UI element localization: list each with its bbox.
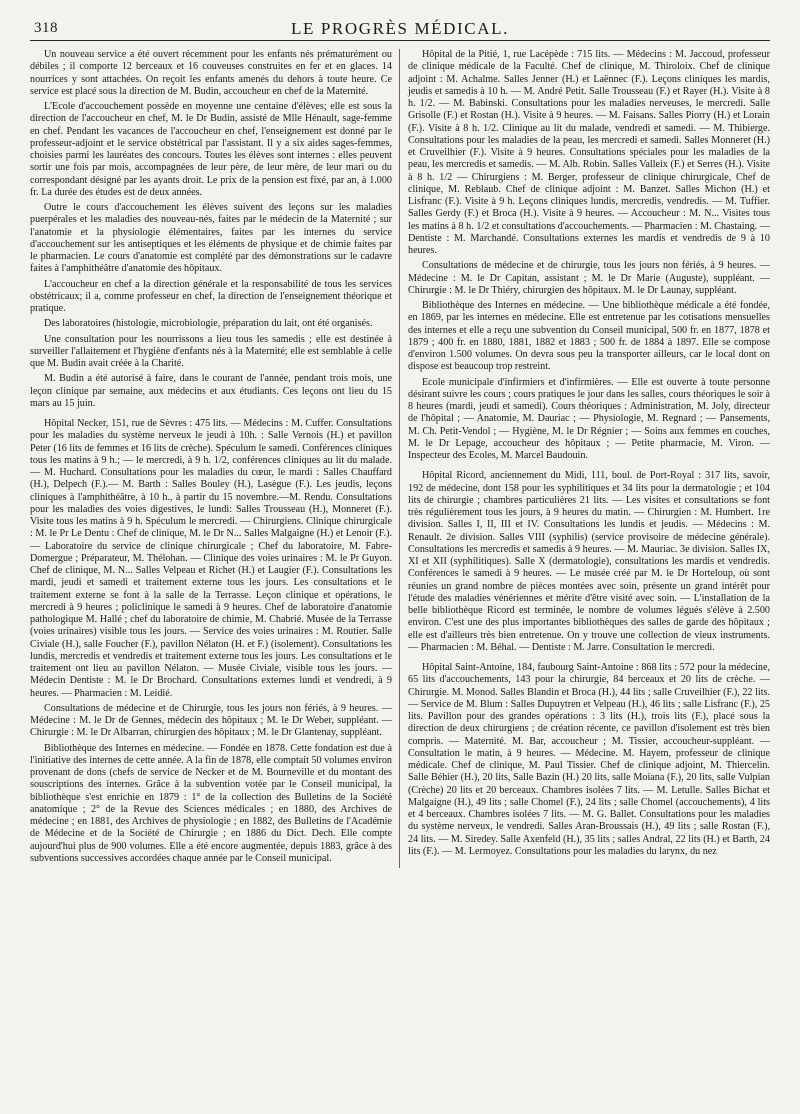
page-header xyxy=(30,18,770,41)
journal-title: LE PROGRÈS MÉDICAL. xyxy=(291,19,509,38)
paragraph-hopital-necker: Hôpital Necker, 151, rue de Sèvres : 475 lits. — Médecins : M. Cuffer. Consultations pour les maladies du système nerveux le jeudi à 10h. : Salle Vernois (H.) et pavillon Peter (16 lits de femmes et 16 lits de crèche). Spéculum le samedi. Conférences cliniques tous les matins à 9 h.; — le mercredi, à 9 h. 1/2, conférences cliniques au lit du malade. — M. Huchard. Consultations pour les maladies du cœur, le mardi : Salles Chauffard (H.), Delpech (F.).— M. Barth : Salles Bouley (H.), Lasègue (F.). Les jeudis, leçons cliniques à l'amphithéâtre, à 10 h., à partir du 15 novembre.—M. Rendu. Consultations pour les maladies des voies digestives, le lundi: Salles Trousseau (H.), Monneret (F.). Visite tous les matins à 9 h. Spéculum le mercredi. — Chirurgiens. Clinique chirurgicale : M. le Pr Le Dentu : Chef de clinique, M. le Dr N... Salles Malgaigne (H.) et Lenoir (F.). — Laboratoire du service de clinique chirurgicale ; Chef du laboratoire, M. Fabre-Domergue ; Préparateur, M. Thélohan. — Clinique des voies urinaires : M. le Pr Guyon. Chef de clinique, M. N... Salles Velpeau et Richet (H.) et Laugier (F.). Consultations les mardi, jeudi et samedi et traitement externe tous les jours. Les consultations et le traitement externe se font à la salle de la Terrasse. Leçon clinique et opérations, le mercredi à 9 heures ; policlinique le samedi à 9 heures. Chef de laboratoire d'anatomie pathologique M. Hallé ; chef du laboratoire de chimie, M. Chabrié. Musée de la Terrasse (voies urinaires) visible tous les jours. — Service des voies urinaires : M. Routier. Salle Civiale (H.), salle Foucher (F.), pavillon Nélaton (H. et F.) (isolement). Consultations les lundis, mercredis et vendredis et traitement externe tous les jours. Les consultations et le traitement ont lieu au pavillon Nélaton. — Musée Civiale, visible tous les jours. — Médecin Dentiste : M. le Dr Brochard. Consultations externes lundi et vendredi, à 9 heures. — Pharmacien : M. Leidié. xyxy=(30,418,392,699)
paragraph-necker-consultations: Consultations de médecine et de Chirurgie, tous les jours non fériés, à 9 heures. — Médecine : M. le Dr de Gennes, médecin des hôpitaux ; M. le Dr Weber, suppléant. — Chirurgie : M. le Dr Albarran, chirurgien des hôpitaux ; M. le Dr Glantenay, suppléant. xyxy=(30,702,392,739)
paragraph-clinical-lessons: M. Budin a été autorisé à faire, dans le courant de l'année, pendant trois mois, une leçon clinique par semaine, aux médecins et aux étudiants. Ces leçons ont lieu du 15 mars au 15 juin. xyxy=(30,373,392,409)
paragraph-hopital-pitie: Hôpital de la Pitié, 1, rue Lacépède : 715 lits. — Médecins : M. Jaccoud, professeur de clinique médicale de la Faculté. Chef de clinique, M. Thiroloix. Chef de clinique adjoint : M. Achalme. Salles Jenner (H.) et Laënnec (F.). Leçons cliniques les mardis, jeudis et samedis à 10 h. — M. André Petit. Salle Trousseau (F.) et Rayer (H.). Visite à 8 h. 1/2. — M. Babinski. Consultations pour les maladies nerveuses, le mercredi. Salle Grisolle (F.) et Rostan (H.). Visite à 9 heures. — M. Faisans. Salles Piorry (H.) et Lorain (F.). Visite à 8 h. 1/2. Clinique au lit du malade, vendredi et samedi. — M. Thibierge. Consultations pour les maladies de la peau, les mercredi et samedi. Salles Monneret (H.) et Cruveilhier (F.). Visite à 9 heures. Consultations spéciales pour les maladies de la peau, les mercredis et samedis. — M. Alb. Robin. Salles Valleix (F.) et Serres (H.). Visite à 8 h. 1/2 — Chirurgiens : M. Berger, professeur de clinique chirurgicale, Chef de clinique, M. Reblaub. Chef de clinique adjoint : M. Banzet. Salles Michon (H.) et Lisfranc (F.). Visite à 9 h. Leçons cliniques lundis, mercredis, vendredis. — M. Tuffier. Salles Gerdy (F.) et Broca (H.). Visite à 9 heures. — Accoucheur : M. N... Visites tous les matins à 8 h. 1/2 et consultations d'accouchements. — Pharmacien : M. Chastaing. — Dentiste : M. Marchandé. Consultations externes les mardis et vendredis de 9 à 10 heures. xyxy=(408,49,770,256)
paragraph-hopital-ricord: Hôpital Ricord, anciennement du Midi, 111, boul. de Port-Royal : 317 lits, savoir, 192 de médecine, dont 158 pour les syphilitiques et 34 lits pour la dermatologie ; et 104 lits de chirurgie ; chambres particulières 21 lits. — Les visites et consultations se font très régulièrement tous les jours, à 9 heures du matin. — Chirurgien : M. Humbert. 1re division. Salles I, II, III et IV. Consultations les lundis et jeudis. — Médecins : M. Renault. 2e division. Salles VIII (syphilis) (service provisoire de médecine générale). Consultations les mercredis et samedis à 9 heures. — M. Mauriac. 3e division. Salles IX, XI et XII (syphilitiques). Salle X (dermatologie), consultations les mardis et vendredis. Conférences le samedi à 9 heures. — Le musée créé par M. le Dr Horteloup, où sont réunies un grand nombre de pièces montées avec soin, présente un grand intérêt pour l'étude des maladies vénériennes et mérite d'être visité avec soin. — L'installation de la belle bibliothèque Ricord est terminée, le nombre de volumes légués s'élève à 2.500 environ. C'est une des plus importantes bibliothèques des salles de garde des hôpitaux ; elle est d'ailleurs très bien entretenue. On y trouve une collection de vieux instruments. — Pharmacien : M. Béhal. — Dentiste : M. Jarre. Consultation le mercredi. xyxy=(408,470,770,653)
paragraph-infant-consultation: Une consultation pour les nourrissons a lieu tous les samedis ; elle est destinée à surveiller l'allaitement et l'hygiène d'enfants nés à la Maternité; elle est semblable à celle que M. Budin avait créée à la Charité. xyxy=(30,333,392,369)
paragraph-pitie-library: Bibliothèque des Internes en médecine. — Une bibliothèque médicale a été fondée, en 1869, par les internes en médecine. Elle est entretenue par les cotisations mensuelles des internes et elle a reçu une subvention du Conseil municipal, 500 fr. en 1877, 1878 et 1879 ; 400 fr. en 1880, 1881, 1882 et 1883 ; 500 fr. de 1884 à 1897. Elle se compose d'environ 1.500 volumes. On devra sous peu la transporter ailleurs, car le local dont on dispose est beaucoup trop restreint. xyxy=(408,300,770,373)
paragraph-laboratories: Des laboratoires (histologie, microbiologie, préparation du lait, ont été organisés. xyxy=(44,318,373,330)
left-column xyxy=(30,49,392,868)
paragraph-direction: L'accoucheur en chef a la direction générale et la responsabilité de tous les services obstétricaux; il a, comme professeur en chef, la direction de l'enseignement théorique et pratique. xyxy=(30,278,392,314)
page-number: 318 xyxy=(34,20,58,36)
paragraph-midwifery-school: L'Ecole d'accouchement possède en moyenne une centaine d'élèves; elle est sous la direction de l'accoucheur en chef, M. le Dr Budin, assisté de Mlle Hénault, sage-femme en chef. Pendant les vacances de l'accoucheur en chef, l'enseignement est donné par le professeur-adjoint et le service obstétrical par l'assistant. Il y a six aides sages-femmes, choisies parmi les lauréates des concours. Toutes les élèves sont internes : elles peuvent sortir une fois par mois, accompagnées de leur père, de leur mère, de leur mari ou du correspondant désigné par les ayants droit. Le prix de la pension est fixé, par an, à 1.000 fr. La durée des études est de deux années. xyxy=(30,101,392,198)
column-divider xyxy=(399,49,400,868)
paragraph-nursing-school: Ecole municipale d'infirmiers et d'infirmières. — Elle est ouverte à toute personne désirant suivre les cours ; cours pratiques le jour dans les salles, cours théoriques le soir à 8 heures (mardi, jeudi et samedi). Cours théoriques : Administration, M. Joly, directeur de l'hôpital ; — Anatomie, M. Dauriac ; — Physiologie, M. Regnard ; — Pansements, M. Ch. Petit-Vendol ; — Hygiène, M. le Dr Régnier ; — Soins aux femmes en couches, M. le Dr Lepage, accoucheur des hôpitaux ; — Petite pharmacie, M. Viron. — Inspecteur des Ecoles, M. Marcel Baudouin. xyxy=(408,376,770,461)
paragraph-premature-infants-service: Un nouveau service a été ouvert récemment pour les enfants nés prématurément ou débiles ; il comporte 12 berceaux et 16 couveuses construites en fer et en glaces. 14 nourrices y sont attachées. On reçoit les enfants amenés du dehors à toute heure. Ce service est placé sous la direction de M. Budin, accoucheur en chef de la Maternité. xyxy=(30,49,392,97)
paragraph-courses: Outre le cours d'accouchement les élèves suivent des leçons sur les maladies puerpérales et les maladies des nouveau-nés, faites par le médecin de la Maternité ; sur l'anatomie et la physiologie élémentaires, faites par les internes du service d'accouchement sur les antiseptiques et les éléments de physique et de chimie faites par le pharmacien. Le cours d'anatomie est complété par des démonstrations sur le cadavre faites à l'amphithéâtre d'anatomie des hôpitaux. xyxy=(30,202,392,275)
paragraph-necker-library: Bibliothèque des Internes en médecine. — Fondée en 1878. Cette fondation est due à l'initiative des internes de cette année. A la fin de 1878, elle comptait 50 volumes environ provenant de dons (chefs de service de Necker et de M. Bourneville et du montant des souscriptions des internes. Grâce à la subvention votée par le Conseil municipal, la bibliothèque s'est enrichie en 1879 : 1° de la collection des Bulletins de la Société anatomique ; 2° de la Revue des Sciences médicales ; en 1880, des Archives de médecine ; en 1881, des Archives de physiologie ; en 1882, des Bulletins de l'Académie de Médecine et de la Société de Chirurgie ; en 1886 du Dict. Dech. Elle compte aujourd'hui plus de 900 volumes. Elle a été encore augmentée, depuis 1883, grâce à des subventions successives accordées chaque année par le Conseil municipal. xyxy=(30,742,392,864)
paragraph-hopital-saint-antoine: Hôpital Saint-Antoine, 184, faubourg Saint-Antoine : 868 lits : 572 pour la médecine, 65 lits d'accouchements, 143 pour la chirurgie, 84 berceaux et 20 lits de crèche. — Chirurgie. M. Monod. Salles Blandin et Broca (H.), 44 lits ; salle Cruveilhier (F.), 22 lits. — Service de M. Blum : Salles Dupuytren et Velpeau (H.), 46 lits ; salle Lisfranc (F.), 25 lits. Pavillon pour des grandes opérations : 3 lits (H.), trois lits (F.), placé sous la direction de deux chirurgiens ; de création récente, ce pavillon d'isolement est très bien compris. — Maternité. M. Bar, accoucheur ; M. Tissier, accoucheur-suppléant. — Consultation le matin, à 9 heures. — Médecine. M. Hayem, professeur de clinique médicale. Chef de clinique, M. Paul Tissier. Chef de clinique adjoint, M. Thiercelin. Salle Béhier (H.), 20 lits, Salle Bazin (H.) 20 lits, salle Moiana (F.), 20 lits, salle Vulpian (Crèche) 20 lits et 20 berceaux. Chambres isolées 7 lits. — M. Letulle. Salles Bichat et Malgaigne (H.), 49 lits ; salle Chomel (F.), 24 lits ; salle Chomel (accouchements), 4 lits et 4 berceaux. Chambres isolées 7 lits. — M. G. Ballet. Consultations pour les maladies du système nerveux, le vendredi. Salles Aran-Broussais (H.), 49 lits ; salle Rostan (F.), 24 lits. — M. Siredey. Salle Axenfeld (H.), 35 lits ; salles Andral, 22 lits (H.) et Barth, 24 lits (F.). — M. Lermoyez. Consultations pour les maladies du larynx, du nez xyxy=(408,662,770,857)
right-column xyxy=(408,49,770,868)
paragraph-pitie-consultations: Consultations de médecine et de chirurgie, tous les jours non fériés, à 9 heures. — Médecine : M. le Dr Capitan, assistant ; M. le Dr Marie (Auguste), suppléant. — Chirurgie : M. le Dr Thiéry, chirurgien des hôpitaux. M. le Dr Launay, suppléant. xyxy=(408,260,770,296)
text-columns xyxy=(30,49,770,868)
